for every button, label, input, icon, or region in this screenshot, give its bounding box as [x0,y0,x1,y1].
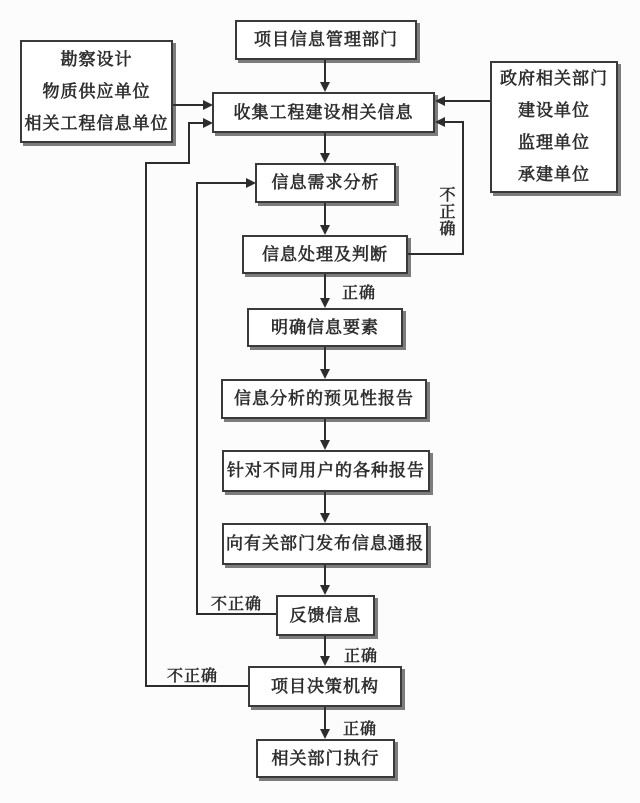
node-processing [242,235,408,274]
edge-rightsource-to-collect-line [444,100,490,102]
label-decision-incorrect: 不正确 [167,668,219,685]
edge-rightsource-to-collect-arrowhead-icon [435,96,445,106]
edge-needs-to-processing-line [324,203,326,226]
edge-bulletin-to-feedback-arrowhead-icon [320,585,330,595]
edge-decision-incorrect-arrowhead-icon [203,118,213,128]
node-left-source-line2: 物质供应单位 [42,81,151,101]
node-clarify-elements [247,308,403,347]
edge-forecast-to-reports-arrowhead-icon [320,440,330,450]
label-processing-correct: 正确 [342,285,377,302]
node-right-source-line3: 监理单位 [518,133,590,152]
node-top-dept [235,20,417,60]
node-collect-label: 收集工程建设相关信息 [233,102,414,122]
edge-elements-to-forecast-line [324,347,326,370]
node-bulletin-label: 向有关部门发布信息通报 [226,534,424,553]
label-processing-incorrect: 不正确 [439,187,456,238]
label-feedback-incorrect: 不正确 [211,596,263,613]
node-forecast-report [221,379,427,419]
label-decision-correct: 正确 [343,721,378,738]
node-needs-analysis-label: 信息需求分析 [271,173,380,192]
edge-decision-incorrect-top-line [188,122,203,124]
node-right-source-line4: 承建单位 [518,165,590,184]
edge-needs-to-processing-arrowhead-icon [320,225,330,235]
edge-processing-to-elements-arrowhead-icon [320,298,330,308]
node-execution-label: 相关部门执行 [271,748,380,768]
node-feedback [276,595,375,636]
edge-forecast-to-reports-line [324,419,326,441]
edge-elements-to-forecast-arrowhead-icon [320,369,330,379]
node-execution [256,739,395,778]
label-feedback-correct: 正确 [344,648,379,665]
edge-leftsource-to-collect-arrowhead-icon [203,100,213,110]
node-user-reports-label: 针对不同用户的各种报告 [227,461,425,480]
node-decision-body-label: 项目决策机构 [271,676,379,696]
node-user-reports [222,450,430,492]
node-right-source [490,61,618,193]
edge-feedback-incorrect-arrowhead-icon [246,178,256,188]
edge-feedback-incorrect-top-line [196,182,246,184]
edge-decision-incorrect-step-line [145,162,190,164]
edge-leftsource-to-collect-line [173,104,203,106]
edge-decision-to-execution-line [324,707,326,730]
edge-processing-incorrect-arrowhead-icon [435,117,445,127]
edge-processing-to-elements-line [324,274,326,299]
edge-processing-incorrect-top-line [444,121,464,123]
node-right-source-line1: 政府相关部门 [500,69,608,88]
edge-processing-incorrect-bottom-line [408,253,464,255]
edge-feedback-to-decision-arrowhead-icon [320,656,330,666]
node-left-source-line3: 相关工程信息单位 [24,113,169,133]
edge-collect-to-needs-line [324,133,326,154]
edge-decision-incorrect-riser-line [188,122,190,164]
node-needs-analysis [255,163,396,203]
node-processing-label: 信息处理及判断 [262,244,388,264]
node-forecast-report-label: 信息分析的预见性报告 [234,389,414,408]
edge-decision-incorrect-vertical-line [145,162,147,687]
edge-top-to-collect-arrowhead-icon [320,82,330,92]
edge-processing-incorrect-vertical-line [462,121,464,255]
node-bulletin [222,523,428,565]
node-left-source-line1: 勘察设计 [60,49,133,69]
node-feedback-label: 反馈信息 [289,605,362,625]
node-collect [212,92,435,133]
node-clarify-elements-label: 明确信息要素 [271,317,379,337]
node-top-dept-label: 项目信息管理部门 [254,30,398,49]
node-left-source [20,40,173,143]
edge-feedback-incorrect-vertical-line [196,182,198,615]
edge-reports-to-bulletin-arrowhead-icon [320,513,330,523]
edge-top-to-collect-line [324,60,326,83]
edge-feedback-to-decision-line [324,636,326,657]
node-right-source-line2: 建设单位 [518,101,590,120]
edge-reports-to-bulletin-line [324,492,326,514]
edge-collect-to-needs-arrowhead-icon [320,153,330,163]
node-decision-body [248,666,402,707]
edge-bulletin-to-feedback-line [324,565,326,586]
edge-decision-to-execution-arrowhead-icon [320,729,330,739]
